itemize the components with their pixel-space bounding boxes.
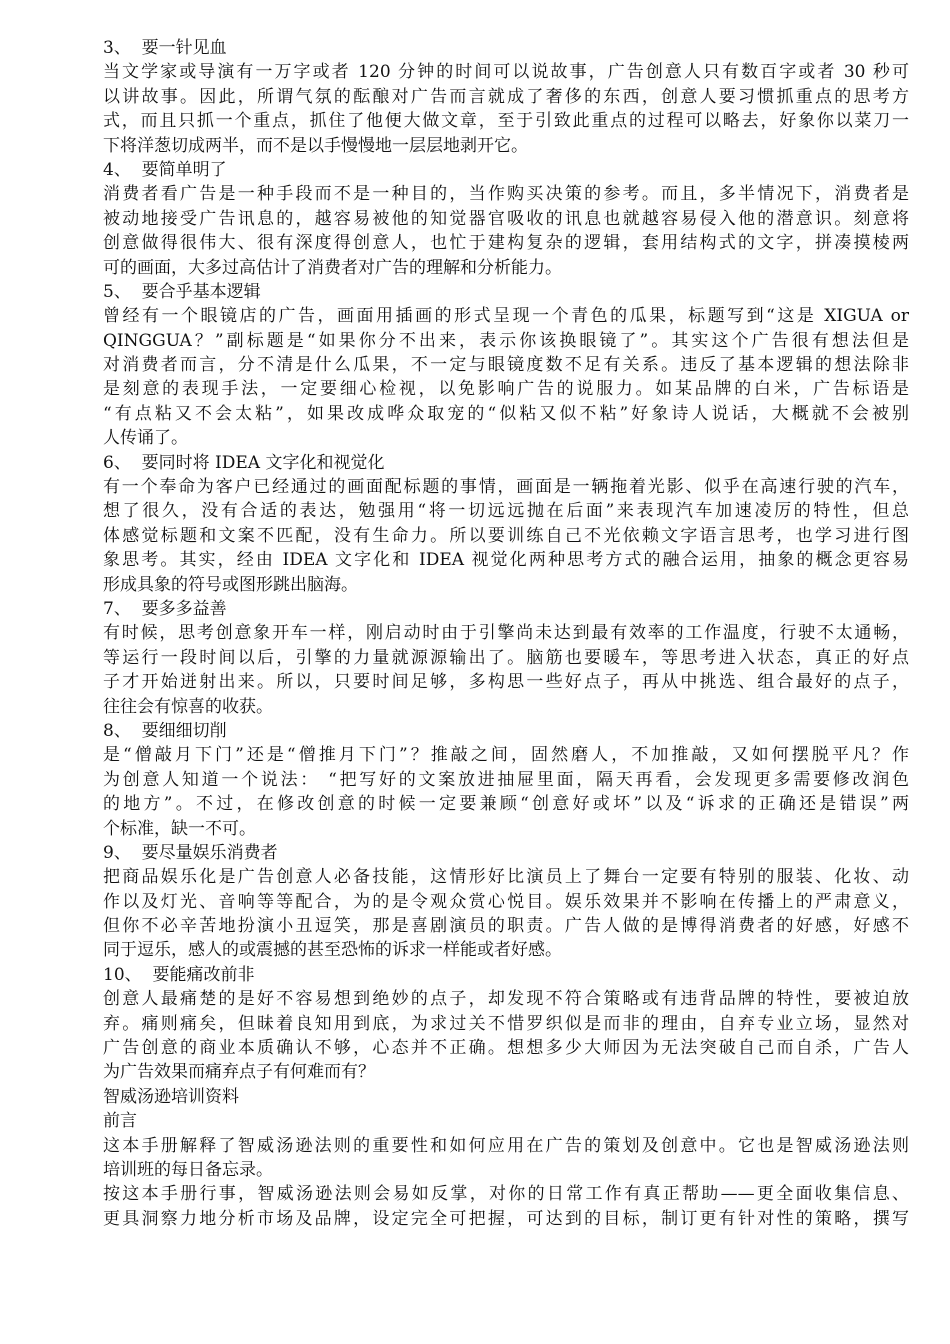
text-line: 4、 要简单明了 — [103, 159, 227, 180]
text-line: 曾经有一个眼镜店的广告，画面用插画的形式呈现一个青色的瓜果，标题写到“这是 XIGUA or — [103, 306, 909, 327]
text-line: 下将洋葱切成两半，而不是以手慢慢地一层层地剥开它。 — [103, 135, 528, 156]
text-line: 5、 要合乎基本逻辑 — [103, 281, 261, 302]
text-line: 3、 要一针见血 — [103, 38, 227, 58]
text-line: 消费者看广告是一种手段而不是一种目的，当作购买决策的参考。而且，多半情况下，消费者是 — [103, 184, 909, 205]
text-line: 当文学家或导演有一万字或者 120 分钟的时间可以说故事，广告创意人只有数百字或者 30 秒可 — [103, 62, 909, 83]
text-line: 作以及灯光、音响等等配合，为的是令观众赏心悦目。娱乐效果并不影响在传播上的严肃意义， — [103, 891, 909, 912]
text-line: 为创意人知道一个说法： “把写好的文案放进抽屉里面，隔天再看，会发现更多需要修改润色 — [103, 769, 909, 790]
text-line: 人传诵了。 — [103, 428, 188, 449]
document-page — [103, 36, 909, 1231]
text-line: 培训班的每日备忘录。 — [103, 1159, 273, 1180]
text-line: 子才开始迸射出来。所以，只要时间足够，多构思一些好点子，再从中挑选、组合最好的点子， — [103, 672, 909, 693]
text-line: 对消费者而言，分不清是什么瓜果，不一定与眼镜度数不足有关系。违反了基本逻辑的想法除非 — [103, 355, 909, 376]
text-line: 6、 要同时将 IDEA 文字化和视觉化 — [103, 452, 385, 473]
text-line: 9、 要尽量娱乐消费者 — [103, 842, 278, 863]
text-line: 按这本手册行事，智威汤逊法则会易如反掌，对你的日常工作有真正帮助——更全面收集信息、 — [103, 1184, 909, 1205]
text-line: 等运行一段时间以后，引擎的力量就源源输出了。脑筋也要暖车，等思考进入状态，真正的好点 — [103, 647, 909, 668]
text-line: 式，而且只抓一个重点，抓住了他便大做文章，至于引致此重点的过程可以略去，好象你以菜刀一 — [103, 111, 909, 132]
text-line: 这本手册解释了智威汤逊法则的重要性和如何应用在广告的策划及创意中。它也是智威汤逊法则 — [103, 1135, 909, 1156]
text-line: 象思考。其实，经由 IDEA 文字化和 IDEA 视觉化两种思考方式的融合运用，抽象的概念更容易 — [103, 550, 909, 571]
text-line: 但你不必辛苦地扮演小丑逗笑，那是喜剧演员的职责。广告人做的是博得消费者的好感，好感不 — [103, 916, 909, 937]
text-line: “有点粘又不会太粘”，如果改成哗众取宠的“似粘又似不粘”好象诗人说话，大概就不会被别 — [103, 403, 909, 424]
text-line: 以讲故事。因此，所谓气氛的酝酿对广告而言就成了奢侈的东西，创意人要习惯抓重点的思考方 — [103, 86, 909, 107]
text-line: QINGGUA？”副标题是“如果你分不出来，表示你该换眼镜了”。其实这个广告很有想法但是 — [103, 330, 909, 351]
text-line: 前言 — [103, 1111, 137, 1132]
text-line: 弃。痛则痛矣，但昧着良知用到底，为求过关不惜罗织似是而非的理由，自弃专业立场，显然对 — [103, 1013, 909, 1034]
text-line: 有时候，思考创意象开车一样，刚启动时由于引擎尚未达到最有效率的工作温度，行驶不太通畅， — [103, 623, 909, 644]
text-line: 8、 要细细切削 — [103, 720, 227, 741]
text-line: 创意做得很伟大、很有深度得创意人，也忙于建构复杂的逻辑，套用结构式的文字，拼凑摸棱两 — [103, 233, 909, 254]
text-line: 个标准，缺一不可。 — [103, 818, 256, 839]
text-line: 创意人最痛楚的是好不容易想到绝妙的点子，却发现不符合策略或有违背品牌的特性，要被迫放 — [103, 989, 909, 1010]
text-line: 更具洞察力地分析市场及品牌，设定完全可把握，可达到的目标，制订更有针对性的策略，撰写 — [103, 1208, 909, 1229]
text-line: 可的画面，大多过高估计了消费者对广告的理解和分析能力。 — [103, 257, 562, 278]
text-line: 10、 要能痛改前非 — [103, 964, 255, 985]
text-line: 为广告效果而痛弃点子有何难而有？ — [103, 1062, 375, 1083]
text-line: 往往会有惊喜的收获。 — [103, 696, 273, 717]
text-line: 同于逗乐，感人的或震撼的甚至恐怖的诉求一样能或者好感。 — [103, 940, 562, 961]
text-line: 想了很久，没有合适的表达，勉强用“将一切远远抛在后面”来表现汽车加速凌厉的特性，但总 — [103, 501, 909, 522]
text-line: 7、 要多多益善 — [103, 598, 227, 619]
text-line: 体感觉标题和文案不匹配，没有生命力。所以要训练自己不光依赖文字语言思考，也学习进行图 — [103, 525, 909, 546]
text-line: 被动地接受广告讯息的，越容易被他的知觉器官吸收的讯息也就越容易侵入他的潜意识。刻意将 — [103, 208, 909, 229]
text-line: 是刻意的表现手法，一定要细心检视，以免影响广告的说服力。如某品牌的白米，广告标语是 — [103, 379, 909, 400]
text-line: 是“僧敲月下门”还是“僧推月下门”？推敲之间，固然磨人，不加推敲，又如何摆脱平凡？作 — [103, 745, 909, 766]
text-line: 把商品娱乐化是广告创意人必备技能，这情形好比演员上了舞台一定要有特别的服装、化妆、动 — [103, 867, 909, 888]
text-line: 智威汤逊培训资料 — [103, 1086, 239, 1107]
text-line: 形成具象的符号或图形跳出脑海。 — [103, 574, 358, 595]
text-line: 广告创意的商业本质确认不够，心态并不正确。想想多少大师因为无法突破自己而自杀，广告人 — [103, 1038, 909, 1059]
text-line: 的地方”。不过，在修改创意的时候一定要兼顾“创意好或坏”以及“诉求的正确还是错误”两 — [103, 794, 909, 815]
text-line: 有一个奉命为客户已经通过的画面配标题的事情，画面是一辆拖着光影、似乎在高速行驶的汽车， — [103, 477, 909, 498]
